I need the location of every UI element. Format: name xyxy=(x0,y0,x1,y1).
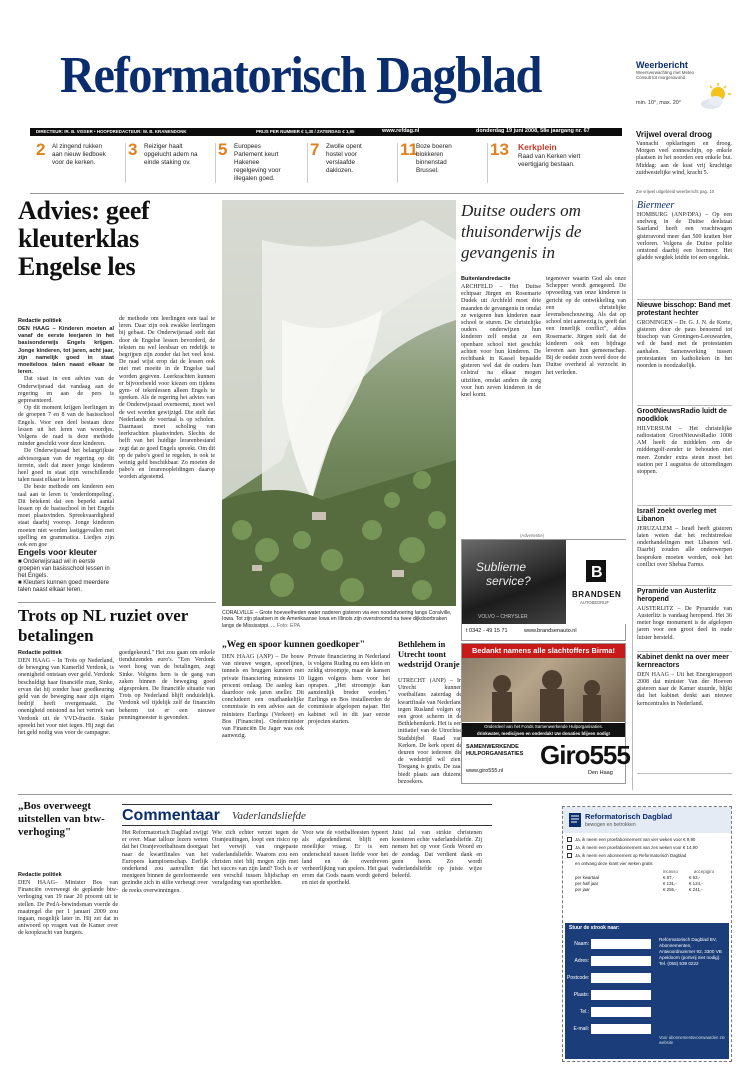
trots-col-2: goedgekeurd." Het zou gaan om enkele tienduizenden euro's. "Een Verdonk weet hoog van de betalingen, zegt Sinke. Volgens hem is de gang van zaken binnen de beweging goed afgesproken. De financiële situatie van Trots op Nederland blijft onduidelijk. Verdonk wil tijdelijk zelf de financiën beheren tot er een nieuwe penningmeester is gevonden. xyxy=(119,650,215,721)
checkbox-icon[interactable] xyxy=(567,845,572,850)
commentaar-label: Commentaar xyxy=(122,807,220,824)
weather-column xyxy=(636,130,732,194)
weather-text: Vannacht opklaringen en droog. Morgen veel zonneschijn, op enkele plaatsen in het noorden een enkele bui. Middag: aan de kust vrij kruchtige zuidwestelijke wind, kracht 5. xyxy=(636,141,732,176)
ad-label: (Advertentie) xyxy=(520,533,544,538)
bottom-rule xyxy=(18,794,732,795)
teaser-page-number: 13 xyxy=(490,140,509,159)
goedkoper-headline: „Weg en spoor kunnen goedkoper" xyxy=(222,640,365,650)
commentaar-col-3: Voor wie de voetbalfeesten typeert als afgodendienst blijft een moeilijke vraag. Er is een onderscheid tussen liefde voor het land en de overdreven verheerlijking van spelers. Het gaat erom dat Gods naam wordt geëerd en niet de sportheld. xyxy=(302,830,388,887)
trots-col-1: DEN HAAG – In Trots op Nederland, de beweging van Kamerlid Verdonk, is onenigheid ontstaan over geld. Verdonk beschuldigt haar financiële man, Sinke, ervan dat hij zonder haar goedkeuring geld van de beweging naar zijn eigen bedrijf heeft overgemaakt. De onenigheid ontstond na het vertrek van Verdonk uit de VVD-fractie. Sinke spreekt het voor niet tegen. Hij zegt dat het geld nodig was voor de campagne. xyxy=(18,658,114,737)
teaser-text: Europees Parlement keurt Hakenee regelgeving voor illegalen goed. xyxy=(234,143,281,182)
duitse-kicker: Buitenlandredactie xyxy=(461,276,511,282)
lead-column-2: de methode om leerlingen een taal te leren. Daar zijn ook zwakke leerlingen bij gebaat. De Onderwijsraad stelt dat door de Engelse lessen bevorderd, de teksten nu wel leesbaar en redelijk te begrijpen zijn zonder dat het veel kost. De raad wijst erop dat de lessen ook niet met moeite in de Engelse taal worden gegeven. Leerkrachten kunnen er bijvoorbeeld voor kiezen om tijdens gym- of tekenlessen alleen Engels te spreken. Als de regering het advies van de Onderwijsraad overneemt, moet wel de wet worden gewijzigd. Die stelt dat Nederlands de voertaal is op scholen. Daarnaast moet scholing van leerkrachten plaatsvinden. Slechts de helft van het huidige lerarenbestand zegt dat ze goed Engels spreekt. Om dit op de pabo's goed te regelen, is ook te weinig geld beschikbaar. Zo moeten de pabo's en lerarenopleidingen daarop worden afgestemd. xyxy=(119,316,215,481)
weather-headline: Vrijwel overal droog xyxy=(636,130,713,139)
birma-photo xyxy=(462,658,625,722)
price-cell: € 124,- xyxy=(689,881,703,886)
duitse-col-1: ARCHFELD – Het Duitse echtpaar Jürgen en Rosemarie Dudek uit Archfeld moet drie maanden de gevangenis in omdat ze weigeren hun kinderen naar school te sturen. De christelijke ouders onderwijzen hun kinderen zelf omdat ze een openbare school niet geschikt achten voor hun kinderen. De rechtbank in Kassel bepaalde gisteren wel dat de ouders hun celstraf na elkaar mogen uitzitten, omdat anders de zorg voor hun zeven kinderen in de knel komt. xyxy=(461,284,541,399)
sidebar-brief-text: HILVERSUM – Het christelijke radiostation GrootNieuwsRadio 1008 AM heeft de middelen om de middengolf-zender te behouden niet meer. Zonder extra steun moet het station per 1 augustus de uitzendingen stoppen. xyxy=(637,425,732,476)
form-field-input[interactable] xyxy=(591,1024,651,1034)
lead-headline: Advies: geef kleuterklas Engelse les xyxy=(18,196,150,281)
brandsen-name: BRANDSEN xyxy=(572,590,622,599)
subscribe-brand: Reformatorisch Dagblad xyxy=(585,812,673,821)
option-label: Ja, ik neem een abonnement op Reformatorisch Dagblad xyxy=(575,853,687,858)
weather-ref: Zie vrijwel uitgebreid weerbericht pag. 10 xyxy=(636,189,715,194)
flood-photo xyxy=(222,200,456,606)
price-col-label: acceptgiro xyxy=(693,869,715,874)
info-url[interactable]: www.refdag.nl xyxy=(382,128,420,134)
teaser-5[interactable] xyxy=(218,140,306,187)
lead-p3: De Onderwijsraad het belangrijkste adviesorgaan van de regering op dit terrein, stelt dat meer jonge kinderen heel goed in staat zijn verschillende talen naast elkaar te leren. xyxy=(18,448,114,484)
commentaar-subtitle: Vaderlandsliefde xyxy=(232,810,306,822)
teaser-separator xyxy=(307,143,308,183)
lead-kicker: Redactie politiek xyxy=(18,318,62,324)
option-trial-6[interactable] xyxy=(567,845,729,851)
birma-line2: drinkwater, medicijnen en onderdak! Uw donaties blijven nodig! xyxy=(462,730,625,737)
form-field-label: Plaats: xyxy=(573,991,589,998)
rd-logo-icon xyxy=(567,811,583,829)
form-address: Reformatorisch Dagblad BV, Abonnementen, Antwoordnummer 92, 3300 VB Apeldoorn (portvrij niet nodig). Tel. (055) 539 0222 xyxy=(659,937,722,966)
birma-org: SAMENWERKENDE HULPORGANISATIES xyxy=(466,744,524,757)
betlehem-col: UTRECHT (ANP) – In Utrecht kunnen voetbalfans zaterdag de kwartfinale van Nederland tegen Rusland volgen op een groot scherm in de Bethlehemkerk. Het is een initiatief van de Utrechtse Stadsbijbel Raad van Kerken. De kerk opent de deuren voor iedereen die de wedstrijd wil zien. Toegang is gratis. De zaal biedt plaats aan duizend bezoekers. xyxy=(398,678,462,785)
price-cell: per kwartaal xyxy=(575,875,599,880)
subscribe-header xyxy=(563,807,731,833)
option-label: Ja, ik neem een proefabonnement van vier weken voor € 9,90 xyxy=(575,837,696,842)
form-field[interactable] xyxy=(567,1003,655,1020)
volvo-ad[interactable] xyxy=(461,539,626,641)
info-staff: DIRECTEUR: IR. B. VISSER • HOOFDREDACTEUR: W. B. KRANENDONK xyxy=(36,129,187,134)
form-title: Stuur de strook naar: xyxy=(569,925,620,931)
teaser-page-number: 7 xyxy=(310,140,320,159)
teaser-separator xyxy=(215,143,216,183)
price-cell: € 255,- xyxy=(663,887,677,892)
commentaar-col-1: Het Reformatorisch Dagblad zwijgt er over. Maar talloze lezers weten dat het Oranjevoetbalteam doorgaat naar de kwartfinales van het Europees kampioenschap. Eerlijk onderkend zou aanvullen dat menigeen binnen de gereformeerde gezindte zich in stilte verheugt over de reeks overwinningen. xyxy=(122,830,208,894)
lead-intro: DEN HAAG – Kinderen moeten al vanaf de eerste leerjaren in het basisonderwijs Engels krijgen. Jonge kinderen, tot jaren, acht jaar, zijn namelijk goed in staat moeiteloos talen naast elkaar te leren. xyxy=(18,326,114,376)
volvo-ad-web[interactable]: www.brandsenauto.nl xyxy=(524,628,577,634)
form-field-label: Tel.: xyxy=(579,1008,589,1015)
sidebar-brief-title: Israël zoekt overleg met Libanon xyxy=(637,508,717,524)
teaser-separator xyxy=(397,143,398,183)
trots-headline: Trots op NL ruziet over betalingen xyxy=(18,606,188,645)
goedkoper-col-2: Private financiering in Nederland is volgens Ruding nu een klein en zeldig stroompje, maar de kansen liggen volgens hem voor het oprapen. „Het stroompje kan aanzienlijk breder worden." Eurlings en Bos installeerden de commissie afgelopen najaar. Het kabinet wil in dit jaar eerste projecten starten. xyxy=(308,654,390,725)
price-cell: per jaar xyxy=(575,887,590,892)
teaser-7[interactable] xyxy=(310,140,396,187)
sidebar-brief-title: GrootNieuwsRadio luidt de noodklok xyxy=(637,408,727,424)
goedkoper-col-1: DEN HAAG (ANP) – De bouw van nieuwe wegen, spoorlijnen, tunnels en bruggen kunnen met private financiering minstens 10 procent omlaag. De aanleg kan daardoor ook jaren sneller. Dit concludeert een onafhankelijke commissie in een advies aan de ministers Eurlings (Verkeer) en Bos (Financiën). Onderminister van Financiën De Jager was ook aanwezig. xyxy=(222,654,304,740)
volvo-ad-image xyxy=(462,540,566,624)
form-field-label: Postcode: xyxy=(567,974,590,981)
price-col-label: incasso xyxy=(663,869,678,874)
brandsen-logo xyxy=(566,540,626,624)
form-field-input[interactable] xyxy=(591,956,651,966)
sidebar-brief xyxy=(637,508,732,586)
lead-factbox xyxy=(18,547,114,594)
option-full-note: en ontvang deze krant vier weken gratis xyxy=(575,861,653,866)
subscribe-tagline: bewogen en betrokken xyxy=(585,822,636,828)
flood-photo-art xyxy=(222,200,456,606)
price-cell: per half jaar xyxy=(575,881,599,886)
photo-credit: Foto: EPA xyxy=(276,622,301,629)
form-field-label: Adres: xyxy=(574,957,589,964)
teaser-text: Reiziger haalt opgelucht adem na einde staking ov. xyxy=(144,143,198,166)
price-row[interactable] xyxy=(567,887,729,893)
form-footer: Voor abonnementsvoorwaarden zie website xyxy=(659,1035,725,1046)
commentaar-header xyxy=(122,804,492,826)
weather-temps: min. 10°, max. 20° xyxy=(636,100,682,106)
teaser-11[interactable] xyxy=(400,140,486,187)
sidebar-brief-text: DEN HAAG – Uit het Energierapport 2008 dat minister Van der Hoeven gisteren naar de Kamer stuurde, blijkt dat het kabinet denkt aan nieuwe kerncentrales in Nederland. xyxy=(637,671,732,707)
birma-photo-art xyxy=(462,658,625,722)
info-price: PRIJS PER NUMMER € 1,30 / ZATERDAG € 1,95 xyxy=(256,129,355,134)
form-field-input[interactable] xyxy=(591,990,651,1000)
photo-caption xyxy=(222,610,456,629)
form-fields xyxy=(567,935,655,1037)
commentaar-col-4: Juist tal van strikte christenen koesteren echte vaderlandsliefde. Zij nemen het op voor Gods Woord en de zondag. Dat verdient dank en geen hoon. Zo wordt vaderlandsliefde op juiste wijze beleefd. xyxy=(392,830,482,880)
form-field[interactable] xyxy=(567,935,655,952)
teaser-text: Boze boeren blokkeren binnenstad Brussel. xyxy=(416,143,452,174)
price-cell: € 241,- xyxy=(689,887,703,892)
volvo-ad-brand: VOLVO – CHRYSLER xyxy=(478,614,528,620)
option-label: Ja, ik neem een proefabonnement van zes weken voor € 14,90 xyxy=(575,845,698,850)
photo-caption-text: CORALVILLE – Grote hoeveelheden water naderen gisteren via een noodafvoering langs Coralville, Iowa. Tot zijn plaatsen in de Amerikaanse Iowa en Illinois zijn overstroomd na twee dijkdoorbraken langs de Mississippi. ... xyxy=(222,610,452,629)
sidebar-brief xyxy=(637,200,732,300)
volvo-ad-line1: Sublieme xyxy=(476,560,527,574)
form-field[interactable] xyxy=(567,952,655,969)
duitse-col-2: tegenover waarin God als onze Schepper wordt genegeerd. De opvoeding van onze kinderen is gericht op de ontwikkeling van een christelijke levensbeschouwing. Als dat op school niet aanwezig is, geeft dat een innerlijk conflict", aldus Rosemarie. Jürgen stelt dat de kinderen ook een bijdrage leveren aan hun gemeenschap. Bij de oudste zoon werd door de Duitse overheid al verzocht in het verleden. xyxy=(546,276,626,376)
sidebar-brief xyxy=(637,302,732,406)
giro-city: Den Haag xyxy=(588,770,613,776)
duitse-headline: Duitse ouders om thuisonderwijs de gevangenis in xyxy=(461,201,582,262)
sun-cloud-icon xyxy=(700,82,732,112)
svg-text:B: B xyxy=(591,564,603,581)
info-date: donderdag 19 juni 2008, 58e jaargang nr. 67 xyxy=(476,128,590,134)
giro555-logo: Giro555 xyxy=(540,740,630,770)
factbox-item: ■ Kleuters kunnen goed meerdere talen naast elkaar leren. xyxy=(18,580,110,593)
price-cell: € 131,- xyxy=(663,881,677,886)
subscribe-options xyxy=(567,837,729,893)
teaser-text: Zwolle opent hostel voor verslaafde daklozen. xyxy=(326,143,362,174)
teaser-separator xyxy=(487,143,488,183)
volvo-ad-phone: t 0342 - 49 15 71 xyxy=(466,628,508,634)
weather-source: Weersverwachting met Meteo Consult tot morgenavond xyxy=(636,70,694,80)
commentaar-col-2: Wie zich echter verzet tegen de Oranjeuitingen, loopt een risico op het verwijt van ongepaste vaderlandsliefde. Waarom zou een christen niet blij mogen zijn met het succes van zijn land? Toch is er een verschil tussen blijdschap en verafgoding van sporthelden. xyxy=(212,830,298,887)
birma-ad[interactable] xyxy=(461,643,630,784)
teaser-page-number: 11 xyxy=(400,140,418,159)
teaser-tag: Kerkplein xyxy=(518,142,557,152)
bos-text: DEN HAAG– Minister Bos van Financiën overweegt de geplande btw-verhoging van 19 naar 20 procent uit te stellen. De PvdA-bewindsman voerde de maatregel die per 1 januari 2009 zou ingaan, mogelijk later in. Hij zei dat in antwoord op vragen van de Kamer over de koopkracht van burgers. xyxy=(18,880,118,937)
sidebar-brief-text: JERUZALEM – Israël heeft gisteren laten weten dat het rechtstreekse onderhandelingen met Libanon wil. Daarbij zouden alle onderwerpen besproken moeten worden, ook het conflict over Shebaa Farms. xyxy=(637,525,732,568)
sidebar-brief-title: Pyramide van Austerlitz heropend xyxy=(637,588,717,604)
brandsen-b-icon xyxy=(586,560,606,582)
teaser-page-number: 2 xyxy=(36,140,46,159)
form-field[interactable] xyxy=(567,969,655,986)
checkbox-icon[interactable] xyxy=(567,853,572,858)
bos-kicker: Redactie politiek xyxy=(18,872,62,878)
volvo-ad-line2: service? xyxy=(486,574,531,588)
square-bullet-icon: ■ xyxy=(18,580,24,586)
sidebar-brief-title: Nieuwe bisschop: Band met protestant hechter xyxy=(637,302,731,318)
teaser-text: Raad van Kerken viert veertigjarig bestaan. xyxy=(518,153,581,168)
sidebar-brief xyxy=(637,408,732,506)
subscribe-form xyxy=(565,923,729,1059)
birma-banner: Bedankt namens alle slachtoffers Birma! xyxy=(462,644,625,658)
teaser-13[interactable] xyxy=(490,140,624,187)
weather-title: Weerbericht xyxy=(636,60,688,70)
subscribe-coupon xyxy=(562,806,732,1062)
form-field[interactable] xyxy=(567,986,655,1003)
teaser-page-number: 3 xyxy=(128,140,138,159)
lead-p4: De beste methode om kinderen een taal aan te leren is 'onderdompeling'. Dit betekent dat een beperkt aantal lessen op de basisschool in het Engels moet plaatsvinden. Spreekvaardigheid staat daarbij voorop. Jonge kinderen moeten niet worden lastiggevallen met spelling en grammatica. Liedjes zijn ook een goe xyxy=(18,484,114,549)
weather-box xyxy=(636,60,732,116)
form-field[interactable] xyxy=(567,1020,655,1037)
teaser-3[interactable] xyxy=(128,140,214,187)
price-cell: € 63,- xyxy=(689,875,701,880)
birma-web[interactable]: www.giro555.nl xyxy=(466,768,504,774)
sidebar-brief xyxy=(637,654,732,774)
factbox-title: Engels voor kleuter xyxy=(18,547,97,557)
teaser-page-number: 5 xyxy=(218,140,228,159)
option-full[interactable] xyxy=(567,853,729,859)
form-field-input[interactable] xyxy=(591,973,651,983)
betlehem-headline: Bethlehem in Utrecht toont wedstrijd Oranje xyxy=(398,640,460,669)
info-bar xyxy=(30,128,622,136)
sidebar xyxy=(637,200,732,792)
checkbox-icon[interactable] xyxy=(567,837,572,842)
price-cell: € 67,- xyxy=(663,875,675,880)
bos-headline: „Bos overweegt uitstellen van btw-verhoging" xyxy=(18,800,105,838)
sidebar-brief-text: GRONINGEN – Dr. G. J. N. de Korte, gisteren door de paus benoemd tot bisschop van Groningen-Leeuwarden, wil de band met de protestanten aanhalen. Samenwerking tussen protestanten en katholieken in het noorden is noodzakelijk. xyxy=(637,319,732,370)
option-trial-4[interactable] xyxy=(567,837,729,843)
birma-line1: Onderdeel van het Fonds Samenwerkende Hulporganisaties. xyxy=(462,723,625,730)
form-field-label: E-mail: xyxy=(573,1025,589,1032)
sidebar-brief-text: HOMBURG (ANP/DPA) – Op een snelweg in de Duitse deelstaat Saarland heeft een vrachtwagen gisteravond meer dan 500 kratten bier verloren. Volgens de Duitse politie ontstond daarbij een biermeer. Het gladde wegdek leidde tot een ongeluk. xyxy=(637,212,732,262)
form-field-input[interactable] xyxy=(591,939,651,949)
teaser-separator xyxy=(125,143,126,183)
lead-column-1 xyxy=(18,326,114,549)
teaser-rule xyxy=(30,193,624,194)
sidebar-brief-text: AUSTERLITZ – De Pyramide van Austerlitz is vandaag heropend. Het 36 meter hoge monument is de afgelopen jaren voor een groot deel in oude luister hersteld. xyxy=(637,605,732,641)
trots-kicker: Redactie politiek xyxy=(18,650,62,656)
sidebar-brief-title: Biermeer xyxy=(637,200,675,211)
form-field-input[interactable] xyxy=(591,1007,651,1017)
lead-p1: Dat staat in een advies van de Onderwijsraad dat vandaag aan de regering en aan de pers is gepresenteerd. xyxy=(18,376,114,405)
masthead-title: Reformatorisch Dagblad xyxy=(60,47,542,104)
lead-p2: Op dit moment krijgen leerlingen in de groepen 7 en 8 van de basisschool Engels. Voor een deel bestaan deze lessen uit het leren van woordjes. Volgens de raad is deze methode minder geschikt voor deze kinderen. xyxy=(18,405,114,448)
form-field-label: Naam: xyxy=(574,940,589,947)
factbox-item: ■ Onderwijsraad wil in eerste groepen van basisschool lessen in het Engels. xyxy=(18,559,110,579)
teaser-2[interactable] xyxy=(36,140,124,187)
teaser-text: Al zingend rukken aan nieuw liedboek voor de kerken. xyxy=(52,143,106,166)
sidebar-brief xyxy=(637,588,732,652)
sidebar-divider xyxy=(632,200,633,790)
square-bullet-icon: ■ xyxy=(18,559,24,565)
sidebar-brief-title: Kabinet denkt na over meer kernreactors xyxy=(637,654,729,670)
brandsen-sub: AUTOBEDRIJF xyxy=(580,600,610,605)
divider xyxy=(18,602,216,603)
